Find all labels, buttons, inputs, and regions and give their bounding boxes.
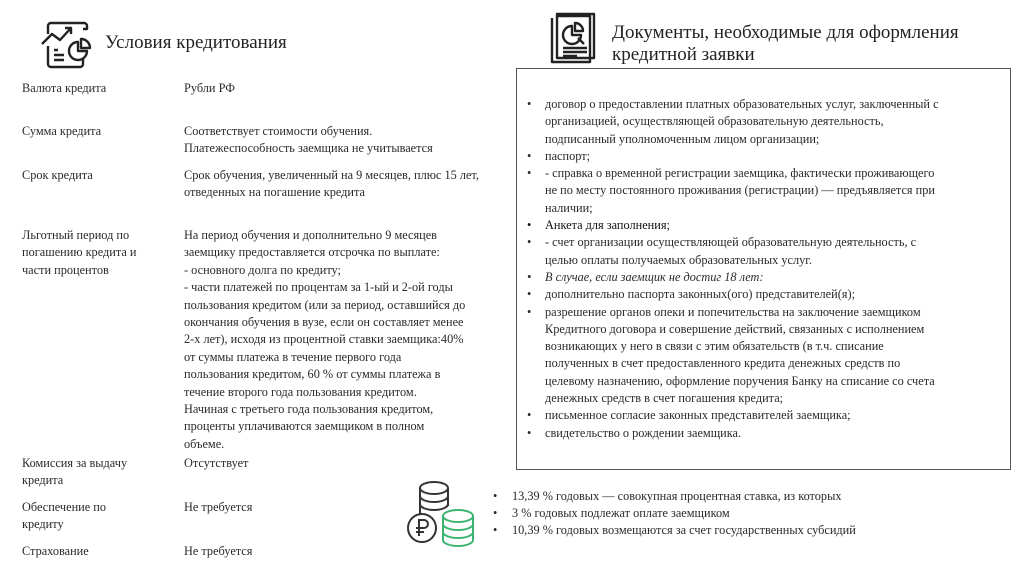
term-label: Валюта кредита <box>22 81 107 95</box>
term-value: Рубли РФ <box>184 81 235 95</box>
term-value: Не требуется <box>184 544 253 558</box>
rate-item: • 10,39 % годовых возмещаются за счет государственных субсидий <box>493 522 856 539</box>
list-item: • В случае, если заемщик не достиг 18 лет: <box>527 269 1007 286</box>
right-title-line: Документы, необходимые для оформления <box>612 22 959 43</box>
rate-item: • 13,39 % годовых — совокупная процентная ставка, из которых <box>493 488 856 505</box>
document-chart-icon <box>40 20 94 70</box>
required-documents-box <box>516 68 1011 470</box>
documents-list <box>527 96 1007 442</box>
term-label: Льготный период по погашению кредита и части процентов <box>22 228 137 277</box>
list-item: • - справка о временной регистрации заемщика, фактически проживающего не по месту постоянного проживания (регистрации) — предъявляется при наличии; <box>527 165 1007 217</box>
report-document-icon <box>548 12 598 64</box>
term-label: Обеспечение по кредиту <box>22 500 106 532</box>
list-item: • Анкета для заполнения; <box>527 217 1007 234</box>
rate-item: • 3 % годовых подлежат оплате заемщиком <box>493 505 856 522</box>
term-label: Срок кредита <box>22 168 93 182</box>
term-label: Комиссия за выдачу кредита <box>22 456 128 488</box>
term-value: Соответствует стоимости обучения. Платежеспособность заемщика не учитывается <box>184 124 433 156</box>
list-item: • - счет организации осуществляющей образовательную деятельность, с целью оплаты получаемых образовательных услуг. <box>527 234 1007 269</box>
term-label: Сумма кредита <box>22 124 102 138</box>
term-value: Не требуется <box>184 500 253 514</box>
list-item: • дополнительно паспорта законных(ого) представителей(я); <box>527 286 1007 303</box>
term-label: Страхование <box>22 544 89 558</box>
left-section-title: Условия кредитования <box>105 32 287 53</box>
right-title-line: кредитной заявки <box>612 44 755 65</box>
right-section-title <box>612 22 959 66</box>
term-value: Срок обучения, увеличенный на 9 месяцев, плюс 15 лет, отведенных на погашение кредита <box>184 168 479 200</box>
list-item: • паспорт; <box>527 148 1007 165</box>
ruble-coins-icon <box>402 478 480 550</box>
list-item: • разрешение органов опеки и попечительства на заключение заемщиком Кредитного договора и совершение действий, связанных с исполнением возникающих у него в связи с этим обязательств (в т.ч. списание полученных в счет предоставленного кредита денежных средств по целевому назначению, оформление поручения Банку на списание со счета денежных средств в счет погашения кредита; <box>527 304 1007 408</box>
term-value: На период обучения и дополнительно 9 месяцев заемщику предоставляется отсрочка по выплате: - основного долга по кредиту; - части платежей по процентам за 1-ый и 2-ой годы пользования кредитом (или за период, оставшийся до окончания обучения в вузе, если он составляет менее 2-х лет), исходя из процентной ставки заемщика:40% от суммы платежа в течение первого года пользования кредитом, 60 % от суммы платежа в течение второго года пользования кредитом. Начиная с третьего года пользования кредитом, проценты уплачиваются заемщиком в полном объеме. <box>184 228 466 451</box>
term-value: Отсутствует <box>184 456 249 470</box>
list-item: • свидетельство о рождении заемщика. <box>527 425 1007 442</box>
list-item: • договор о предоставлении платных образовательных услуг, заключенный с организацией, осуществляющей образовательную деятельность, подписанный уполномоченным лицом организации; <box>527 96 1007 148</box>
interest-rates-list <box>493 488 856 539</box>
list-item: • письменное согласие законных представителей заемщика; <box>527 407 1007 424</box>
